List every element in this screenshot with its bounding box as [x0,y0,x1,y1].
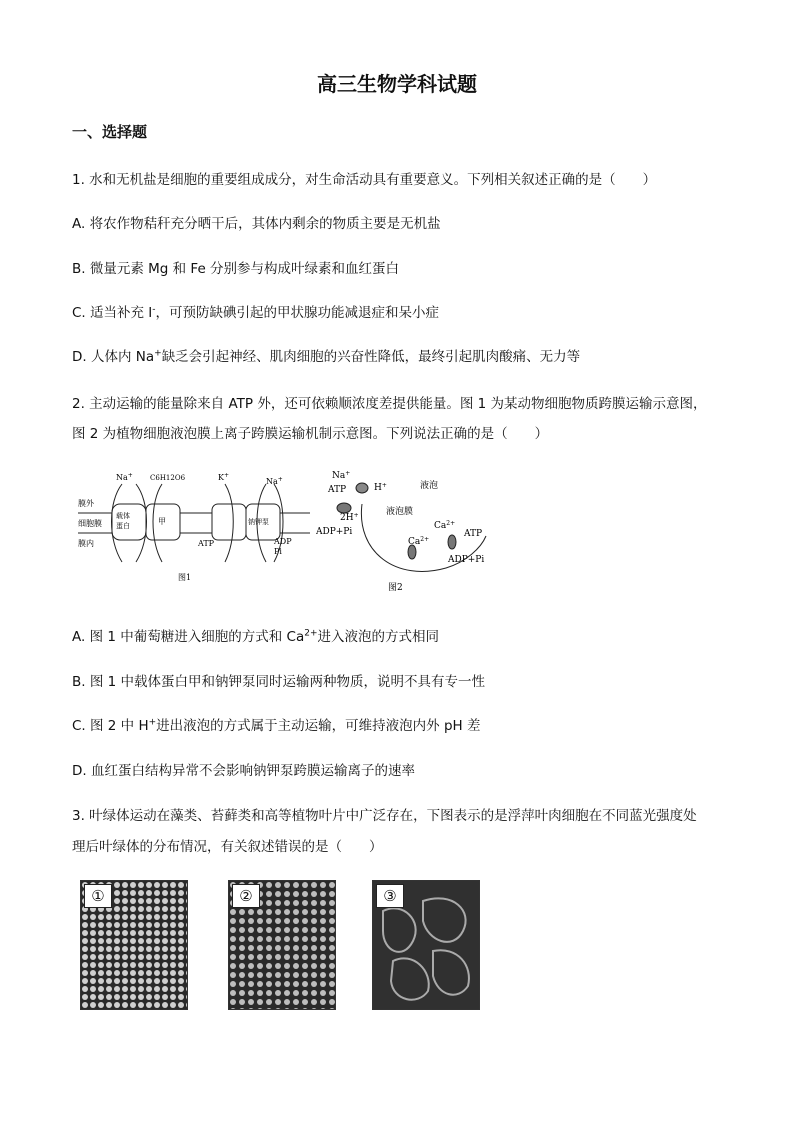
figure-2-vacuole-transport [316,462,506,598]
superscript: - [152,304,156,315]
photo-label-2: ② [232,884,260,908]
label-2h [340,512,359,523]
q2-option-b: B. 图 1 中载体蛋白甲和钠钾泵同时运输两种物质，说明不具有专一性 [72,674,486,690]
text: C. 图 2 中 H [72,718,149,734]
na-k-pump-left [212,504,246,540]
ca-channel [408,545,416,559]
text: Na [116,473,128,482]
superscript: + [277,476,283,483]
q3-stem-line1: 3. 叶绿体运动在藻类、苔藓类和高等植物叶片中广泛存在，下图表示的是浮萍叶肉细胞在不同蓝光强度处 [72,808,697,824]
label-carrier: 载体 [116,512,130,520]
text: D. 人体内 Na [72,349,155,365]
text: 6H12O6 [155,474,186,482]
superscript: + [345,470,351,477]
chloroplast-photo-2 [228,880,336,1010]
q1-option-d [72,345,580,365]
text: K [218,473,224,482]
label-pi: Pi [274,547,282,556]
label-adp-pi-1: ADP+Pi [316,527,353,537]
text: 2H [340,513,354,523]
text: A. 图 1 中葡萄糖进入细胞的方式和 Ca [72,629,305,645]
figure-2-caption: 图2 [388,583,403,593]
section-heading: 一、选择题 [72,123,148,141]
superscript: + [381,482,387,489]
q2-stem-line2: 图 2 为植物细胞液泡膜上离子跨膜运输机制示意图。下列说法正确的是（ ） [72,426,549,442]
superscript: 2+ [304,628,318,639]
label-h [374,482,387,493]
q1-stem: 1. 水和无机盐是细胞的重要组成成分，对生命活动具有重要意义。下列相关叙述正确的是（ ） [72,172,657,188]
label-glucose [150,474,186,482]
q2-stem-line1: 2. 主动运输的能量除来自 ATP 外，还可依赖顺浓度差提供能量。图 1 为某动物细胞物质跨膜运输示意图， [72,396,707,412]
text: Na [332,471,346,481]
superscript: + [148,717,157,728]
superscript: + [127,472,133,479]
label-membrane: 细胞膜 [78,519,102,528]
text: C [150,474,156,482]
label-adp: ADP [274,537,292,546]
superscript: 2+ [420,536,430,543]
label-atp-2: ATP [464,529,483,539]
text: H [374,483,382,493]
label-vacuole: 液泡 [420,481,439,491]
label-adp-pi-2: ADP+Pi [448,555,485,565]
chloroplast-photo-3 [372,880,480,1010]
text: 进出液泡的方式属于主动运输，可维持液泡内外 pH 差 [156,718,481,734]
label-atp-1: ATP [328,485,347,495]
label-atp: ATP [198,539,215,548]
label-inside: 膜内 [78,539,94,548]
q1-option-a: A. 将农作物秸秆充分晒干后，其体内剩余的物质主要是无机盐 [72,216,441,232]
text: 进入液泡的方式相同 [317,629,440,645]
label-na [332,470,350,481]
q2-option-c [72,714,480,734]
label-jia: 甲 [158,517,166,526]
q1-option-b: B. 微量元素 Mg 和 Fe 分别参与构成叶绿素和血红蛋白 [72,261,400,277]
text: C. 适当补充 I [72,305,153,321]
channel-top [356,483,368,493]
superscript: 2+ [446,520,456,527]
label-na-left [116,472,133,482]
photo-label-3: ③ [376,884,404,908]
ca-pump [448,535,456,549]
label-ca-2 [408,536,429,547]
label-ca-1 [434,520,455,531]
photo-label-1: ① [84,884,112,908]
label-k [218,472,229,482]
figure-1-caption: 图1 [178,573,192,582]
label-na-right [266,476,283,486]
text: Na [266,477,278,486]
superscript: + [353,512,359,519]
proton-pump [337,503,351,513]
superscript: + [154,348,162,359]
q1-option-c [72,301,439,321]
page-title: 高三生物学科试题 [317,72,477,96]
text: 缺乏会引起神经、肌肉细胞的兴奋性降低，最终引起肌肉酸痛、无力等 [161,349,581,365]
q3-stem-line2: 理后叶绿体的分布情况，有关叙述错误的是（ ） [72,839,383,855]
figure-1-membrane-transport [78,462,310,592]
text: ，可预防缺碘引起的甲状腺功能减退症和呆小症 [155,305,440,321]
label-tonoplast: 液泡膜 [386,507,414,517]
superscript: + [223,472,230,479]
text: Ca [408,537,421,547]
label-protein: 蛋白 [116,522,130,530]
label-pump: 钠钾泵 [248,518,269,526]
chloroplast-photo-1 [80,880,188,1010]
label-outside: 膜外 [78,499,94,508]
q2-option-d: D. 血红蛋白结构异常不会影响钠钾泵跨膜运输离子的速率 [72,763,415,779]
q2-option-a [72,625,439,645]
text: Ca [434,521,447,531]
